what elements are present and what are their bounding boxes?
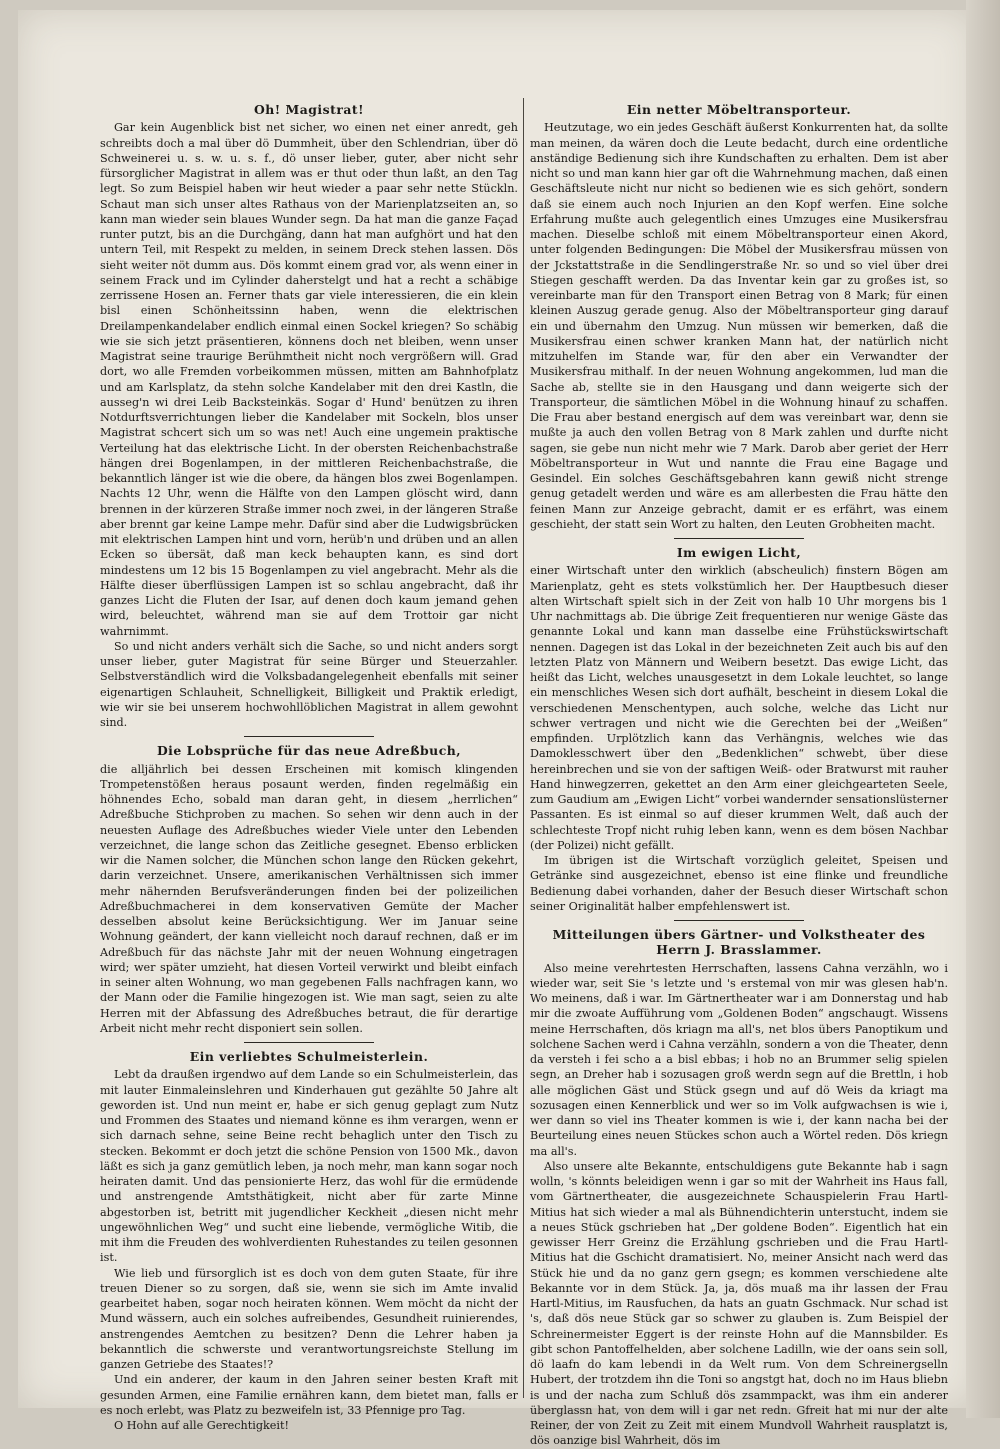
article-magistrat <box>100 102 518 730</box>
section-rule <box>244 736 374 737</box>
section-rule <box>674 538 804 539</box>
article-title: Ein netter Möbeltransporteur. <box>626 102 852 117</box>
column-divider <box>523 98 524 1398</box>
section-rule <box>244 1042 374 1043</box>
article-paragraph: die alljährlich bei dessen Erscheinen mit komisch klingenden Trompetenstößen heraus posaunt werden, finden regelmäßig ein höhnendes Echo, sobald man daran geht, in diesem „herrlichen“ Adreßbuche Stichproben zu machen. So sehen wir denn auch in der neuesten Auflage des Adreßbuches wieder Viele unter den Lebenden verzeichnet, die lange schon das Zeitliche gesegnet. Ebenso erblicken wir die Namen solcher, die München schon lange den Rücken gekehrt, darin verzeichnet. Unsere, amerikanischen Verhältnissen sich immer mehr nähernden Berufsveränderungen finden bei der polizeilichen Adreßbuchmacherei in dem konservativen Gemüte der Macher desselben absolut keine Berücksichtigung. Wer im Januar seine Wohnung geändert, der kann vielleicht noch darauf rechnen, daß er im Adreßbuch für das nächste Jahr mit der neuen Wohnung eingetragen wird; wer später umzieht, hat diesen Vorteil verwirkt und bleibt einfach in seiner alten Wohnung, wo man gegebenen Falls nachfragen kann, wo der Mann oder die Familie hingezogen ist. Wie man sagt, seien zu alte Herren mit der Abfassung des Adreßbuches betraut, die für derartige Arbeit nicht mehr recht disponiert sein sollen. <box>100 762 518 1035</box>
article-ewiges-licht <box>530 545 948 914</box>
article-title: Mitteilungen übers Gärtner- und Volkstheater des Herrn J. Brasslammer. <box>552 927 926 958</box>
article-schulmeister <box>100 1049 518 1433</box>
newspaper-page <box>18 10 976 1448</box>
article-paragraph: Lebt da draußen irgendwo auf dem Lande so ein Schulmeisterlein, das mit lauter Einmaleinslehren und Kinderhauen gut gezählte 50 Jahre alt geworden ist. Und nun meint er, habe er sich genug geplagt zum Nutz und Frommen des Staates und niemand könne es ihm verargen, wenn er sich darnach sehne, seine Beine recht behaglich unter den Tisch zu stecken. Bekommt er doch jetzt die schöne Pension von 1500 Mk., davon läßt es sich ja ganz gemütlich leben, ja noch mehr, man kann sogar noch heiraten damit. Und das pensionierte Herz, das wohl für die ermüdende und anstrengende Amtsthätigkeit, nicht aber für zarte Minne abgestorben ist, betritt mit jugendlicher Keckheit „diesen nicht mehr ungewöhnlichen Weg“ und sucht eine liebende, vermögliche Witib, die mit ihm die Freuden des wohlverdienten Ruhestandes zu teilen gesonnen ist. <box>100 1068 518 1265</box>
article-title: Oh! Magistrat! <box>253 102 365 117</box>
article-title: Ein verliebtes Schulmeisterlein. <box>189 1049 429 1064</box>
page-edge <box>966 0 1000 1418</box>
article-paragraph: So und nicht anders verhält sich die Sache, so und nicht anders sorgt unser lieber, guter Magistrat für seine Bürger und Steuerzahler. Selbstverständlich wird die Volksbadangelegenheit ebenfalls mit seiner eigenartigen Schlauheit, Schnelligkeit, Billigkeit und Praktik erledigt, wie wir sie bei unserem hochwohllöblichen Magistrat in allem gewohnt sind. <box>100 639 518 729</box>
article-adressbuch <box>100 743 518 1036</box>
article-paragraph: O Hohn auf alle Gerechtigkeit! <box>114 1419 289 1432</box>
article-paragraph: Also meine verehrtesten Herrschaften, lassens Cahna verzähln, wo i wieder war, seit Sie 's letzte und 's erstemal von mir was glesen hab'n. Wo meinens, daß i war. Im Gärtnertheater war i am Donnerstag und hab mir die zwoate Aufführung vom „Goldenen Boden“ angschaugt. Wissens meine Herrschaften, dös kriagn ma all's, net blos übers Panoptikum und solchene Sachen werd i Cahna verzähln, sondern a von die Theater, denn da versteh i fei scho a a bisl ebbas; i hob no an Brummer selig spielen segn, an Dreher hab i sozusagen groß werdn segn auf die Brettln, i hob alle möglichen Gäst und Stück gsegn und auf dö Weis da kriagt ma sozusagen einen Kennerblick und wer so im Volk aufgwachsen is wie i, wer dann so viel ins Theater kommen is wie i, der kann nacha bei der Beurteilung eines neuen Stückes schon auch a Wörtel reden. Dös kriegn ma all's. <box>530 961 948 1158</box>
article-paragraph: Heutzutage, wo ein jedes Geschäft äußerst Konkurrenten hat, da sollte man meinen, da wären doch die Leute bedacht, durch eine ordentliche anständige Bedienung sich ihre Kundschaften zu erhalten. Dem ist aber nicht so und man kann hier gar oft die Wahrnehmung machen, daß einen Geschäftsleute nicht nur nicht so bedienen wie es sich gehört, sondern daß sie einem auch noch Injurien an den Kopf werfen. Eine solche Erfahrung mußte auch gelegentlich eines Umzuges eine Musikersfrau machen. Dieselbe schloß mit einem Möbeltransporteur einen Akord, unter folgenden Bedingungen: Die Möbel der Musikersfrau müssen von der Jckstattstraße in die Sendlingerstraße Nr. so und so viel über drei Stiegen geschafft werden. Da das Inventar kein gar zu großes ist, so vereinbarte man für den Transport einen Betrag von 8 Mark; für einen kleinen Auszug gerade genug. Also der Möbeltransporteur ging darauf ein und übernahm den Umzug. Nun müssen wir bemerken, daß die Musikersfrau einen schwer kranken Mann hat, der natürlich nicht mitzuhelfen im Stande war, für den aber ein Verwandter der Musikersfrau mithalf. In der neuen Wohnung angekommen, lud man die Sache ab, stellte sie in den Hausgang und dann weigerte sich der Transporteur, die sämtlichen Möbel in die Wohnung hinauf zu schaffen. Die Frau aber bestand energisch auf dem was vereinbart war, denn sie mußte ja auch den vollen Betrag von 8 Mark zahlen und durfte nicht sagen, sie gebe nun nicht mehr wie 7 Mark. Darob aber geriet der Herr Möbeltransporteur in Wut und nannte die Frau eine Bagage und Gesindel. Ein solches Geschäftsgebahren kann gewiß nicht strenge genug getadelt werden und wäre es am allerbesten die Frau hätte den feinen Mann zur Anzeige gebracht, damit er es erfährt, was einem geschieht, der statt sein Wort zu halten, den Leuten Grobheiten macht. <box>530 121 948 531</box>
article-paragraph: Und ein anderer, der kaum in den Jahren seiner besten Kraft mit gesunden Armen, eine Familie ernähren kann, dem bietet man, falls er es noch erlebt, was Platz zu bezweifeln ist, 33 Pfennige pro Tag. <box>100 1373 518 1417</box>
article-title: Die Lobsprüche für das neue Adreßbuch, <box>156 743 462 759</box>
article-paragraph: Wie lieb und fürsorglich ist es doch von dem guten Staate, für ihre treuen Diener so zu sorgen, daß sie, wenn sie sich im Amte invalid gearbeitet haben, sogar noch heiraten können. Wem möcht da nicht der Mund wässern, auch ein solches aufreibendes, Gesundheit ruinierendes, anstrengendes Aemtchen zu besitzen? Denn die Lehrer haben ja bekanntlich die schwerste und verantwortungsreichste Stellung im ganzen Getriebe des Staates!? <box>100 1266 518 1371</box>
article-paragraph: Also unsere alte Bekannte, entschuldigens gute Bekannte hab i sagn wolln, 's könnts beleidigen wenn i gar so mit der Wahrheit ins Haus fall, vom Gärtnertheater, die ausgezeichnete Schauspielerin Frau Hartl-Mitius hat sich wieder a mal als Bühnendichterin unterstucht, indem sie a neues Stück gschrieben hat „Der goldene Boden“. Eigentlich hat ein gewisser Herr Greinz die Erzählung gschrieben und die Frau Hartl-Mitius hat die Gschicht dramatisiert. No, meiner Ansicht nach werd das Stück hie und da no ganz gern gsegn; es kommen verschiedene alte Bekannte vor in dem Stück. Ja, ja, dös muaß ma ihr lassen der Frau Hartl-Mitius, im Rausfuchen, da hats an guatn Gschmack. Nur schad ist 's, daß dös neue Stück gar so schwer zu glauben is. Zum Beispiel der Schreinermeister Eggert is der reinste Hohn auf die Mannsbilder. Es gibt schon Pantoffelhelden, aber solchene Ladilln, wie der oans sein soll, dö laafn do kam lebendi in da Welt rum. Von dem Schreinergselln Hubert, der trotzdem ihn die Toni so angstgt hat, doch no im Haus bliebn is und der nacha zum Schluß dös zsammpackt, was ihm ein anderer überglassn hat, von dem will i gar net redn. Gfreit hat mi nur der alte Reiner, der von Zeit zu Zeit mit einem Mundvoll Wahrheit rausplatzt is, dös oanzige bisl Wahrheit, dös im <box>530 1159 948 1448</box>
article-paragraph: einer Wirtschaft unter den wirklich (abscheulich) finstern Bögen am Marienplatz, geht es stets volkstümlich her. Der Hauptbesuch dieser alten Wirtschaft spielt sich in der Zeit von halb 10 Uhr morgens bis 1 Uhr nachmittags ab. Die übrige Zeit frequentieren nur wenige Gäste das genannte Lokal und kann man dasselbe eine Frühstückswirtschaft nennen. Dagegen ist das Lokal in der bezeichneten Zeit auch bis auf den letzten Platz von Männern und Weibern besetzt. Das ewige Licht, das heißt das Licht, welches unausgesetzt in dem Lokale leuchtet, so lange ein menschliches Wesen sich dort aufhält, bescheint in diesem Lokal die verschiedenen Menschentypen, auch solche, welche das Licht nur schwer vertragen und nicht wie die Gerechten bei der „Weißen“ empfinden. Urplötzlich kann das Verhängnis, welches wie das Damoklesschwert über den „Bedenklichen“ schwebt, über diese hereinbrechen und sie von der saftigen Weiß- oder Bratwurst mit rauher Hand hinwegzerren, gekettet an den Arm einer gleichgearteten Seele, zum Gaudium am „Ewigen Licht“ vorbei wandernder sensationslüsterner Passanten. Es ist einmal so auf dieser krummen Welt, daß auch der schlechteste Tropf nicht ruhig leben kann, wenn es dem bösen Nachbar (der Polizei) nicht gefällt. <box>530 564 948 852</box>
article-paragraph: Gar kein Augenblick bist net sicher, wo einen net einer anredt, geh schreibts doch a mal über dö Dummheit, über den Schlendrian, über dö Schweinerei u. s. w. u. s. f., dö unser lieber, guter, aber nicht sehr fürsorglicher Magistrat in allem was er thut oder thun laßt, an den Tag legt. So zum Beispiel haben wir heut wieder a paar sehr nette Stückln. Schaut man sich unser altes Rathaus von der Marienplatzseiten an, so kann man wieder sein blaues Wunder segn. Da hat man die ganze Façad runter putzt, bis an die Durchgäng, dann hat man aufghört und hat den untern Teil, mit Respekt zu melden, in seinem Dreck stehen lassen. Dös sieht weiter nöt dumm aus. Dös kommt einem grad vor, als wenn einer in seinem Frack und im Cylinder daherstelgt und hat a recht a schäbige zerrissene Hosen an. Ferner thats gar viele interessieren, die ein klein bisl einen Schönheitssinn haben, wenn die elektrischen Dreilampenkandelaber endlich einmal einen Sockel kriegen? So schäbig wie sie sich jetzt präsentieren, könnens doch net bleiben, wenn unser Magistrat seine traurige Berühmtheit nicht noch vergrößern will. Grad dort, wo alle Fremden vorbeikommen müssen, mitten am Bahnhofplatz und am Karlsplatz, da stehn solche Kandelaber mit den drei Kastln, die ausseg'n wi drei Leib Backsteinkäs. Sogar d' Hund' benützen zu ihren Notdurftsverrichtungen lieber die Kandelaber mit Sockeln, blos unser Magistrat schcert sich um so was net! Auch eine ungemein praktische Verteilung hat das elektrische Licht. In der obersten Reichenbachstraße hängen drei Bogenlampen, in der mittleren Reichenbachstraße, die bekanntlich länger ist wie die obere, da hängen blos zwei Bogenlampen. Nachts 12 Uhr, wenn die Hälfte von den Lampen glöscht wird, dann brennen in der kürzeren Straße immer noch zwei, in der längeren Straße aber brennt gar keine Lampe mehr. Dafür sind aber die Ludwigsbrücken mit elektrischen Lampen hint und vorn, herüb'n und drüben und an allen Ecken so übersät, daß man keck behaupten kann, es sind dort mindestens um 12 bis 15 Bogenlampen zu viel angebracht. Mehr als die Hälfte dieser überflüssigen Lampen ist so schlau angebracht, daß ihr ganzes Licht die Fluten der Isar, auf denen doch kaum jemand gehen wird, beleuchtet, während man sie auf dem Trottoir gar nicht wahrnimmt. <box>100 121 518 638</box>
article-theater <box>530 927 948 1449</box>
left-column <box>100 102 518 1432</box>
article-title: Im ewigen Licht, <box>676 545 802 560</box>
article-paragraph: Im übrigen ist die Wirtschaft vorzüglich geleitet, Speisen und Getränke sind ausgezeichnet, ebenso ist eine flinke und freundliche Bedienung dabei vorhanden, daher der Besuch dieser Wirtschaft schon seiner Originalität halber empfehlenswert ist. <box>530 854 948 913</box>
article-moebeltransporteur <box>530 102 948 532</box>
right-column <box>530 102 948 1448</box>
section-rule <box>674 920 804 921</box>
